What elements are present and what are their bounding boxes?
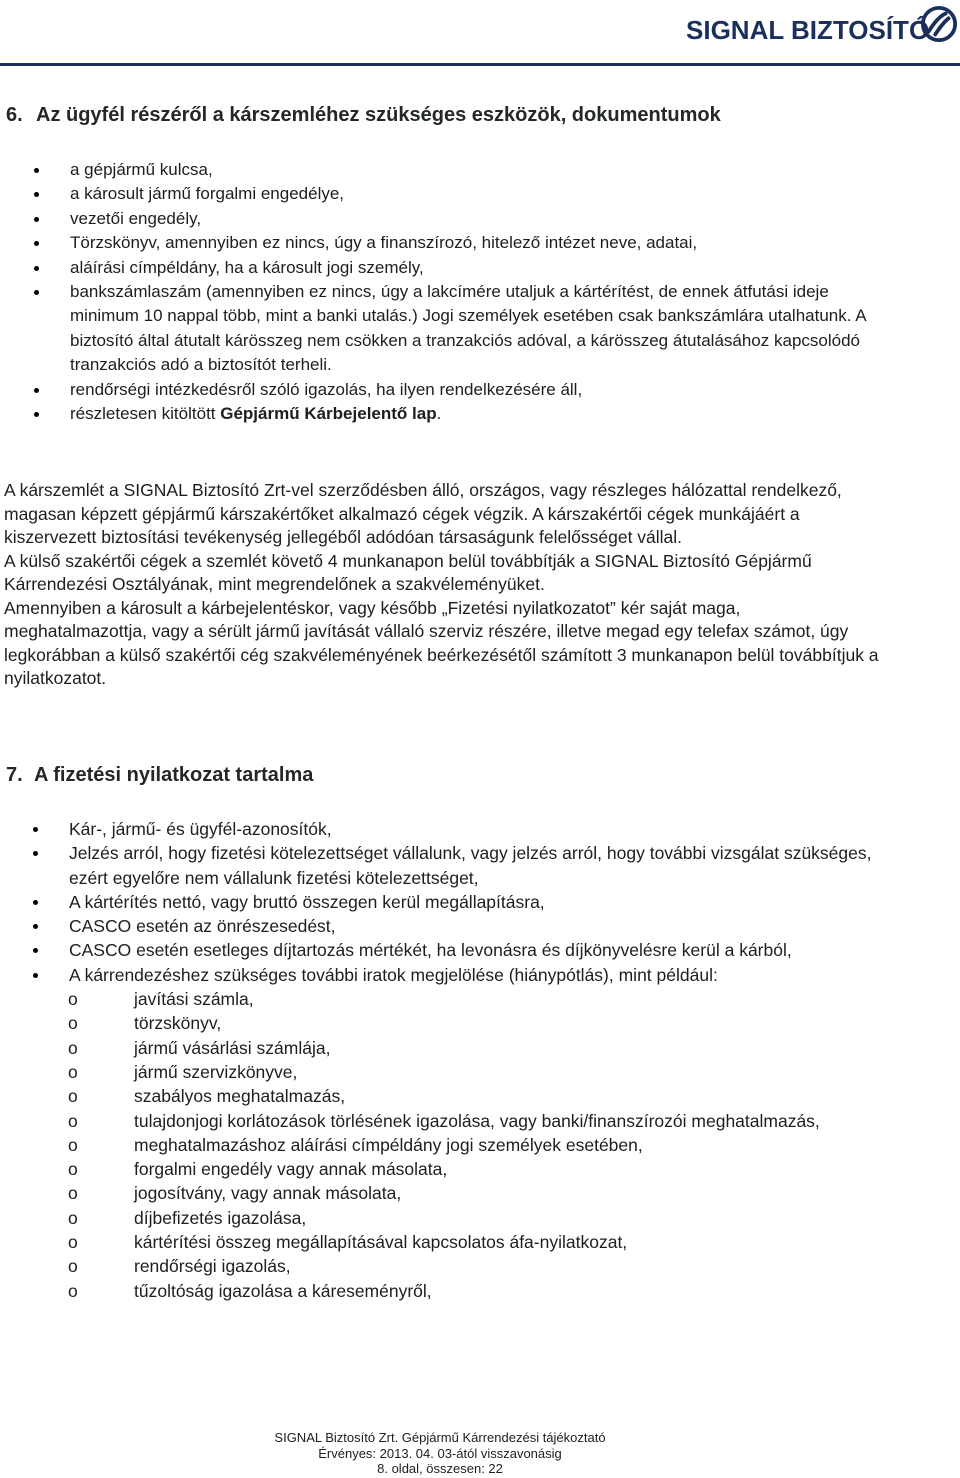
list-item: CASCO esetén az önrészesedést, (69, 914, 909, 938)
item-text: . (436, 404, 442, 424)
list-item: A kártérítés nettó, vagy bruttó összegen kerül megállapításra, (69, 890, 909, 914)
sublist-item: o jármű szervizkönyve, (134, 1060, 854, 1084)
section-number: 7. (6, 764, 23, 786)
page-header (0, 0, 960, 66)
list-item: bankszámlaszám (amennyiben ez nincs, úgy a lakcímére utaljuk a kártérítést, de ennek átfutási ideje minimum 10 nappal több, mint a banki utalás.) Jogi személyek esetében csak bankszámlára utalhatunk. A biztosító által átutalt kárösszeg nem csökken a tranzakciós adóval, a kárösszeg átutalásához kapcsolódó tranzakciós adó a biztosítót terheli. (70, 280, 890, 378)
required-documents-list (70, 158, 890, 426)
section-title: Az ügyfél részéről a kárszemléhez szükséges eszközök, dokumentumok (36, 104, 721, 126)
section-title: A fizetési nyilatkozat tartalma (34, 764, 314, 786)
paragraph: A külső szakértői cégek a szemlét követő 4 munkanapon belül továbbítják a SIGNAL Biztosító Gépjármű Kárrendezési Osztályának, mint megrendelőnek a szakvéleményüket. (4, 550, 812, 594)
sublist-item: o jármű vásárlási számlája, (134, 1036, 854, 1060)
page-footer (0, 1430, 960, 1477)
signal-swirl-logo-icon (920, 5, 958, 43)
sublist-item: o tulajdonjogi korlátozások törlésének igazolása, vagy banki/finanszírozói meghatalmazás, (134, 1109, 854, 1133)
footer-page-number: 8. oldal, összesen: 22 (377, 1461, 503, 1476)
sublist-item: o tűzoltóság igazolása a káreseményről, (134, 1279, 854, 1303)
sublist-item: o díjbefizetés igazolása, (134, 1206, 854, 1230)
sublist-item: o forgalmi engedély vagy annak másolata, (134, 1157, 854, 1181)
list-item: Jelzés arról, hogy fizetési kötelezettséget vállalunk, vagy jelzés arról, hogy további vizsgálat szükséges, ezért egyelőre nem vállalunk fizetési kötelezettséget, (69, 841, 909, 890)
header-rule (0, 63, 960, 66)
list-item: a károsult jármű forgalmi engedélye, (70, 182, 890, 206)
list-item: a gépjármű kulcsa, (70, 158, 890, 182)
list-item (69, 963, 909, 1303)
form-name: Gépjármű Kárbejelentő lap (220, 404, 437, 424)
list-item: Törzskönyv, amennyiben ez nincs, úgy a finanszírozó, hitelező intézet neve, adatai, (70, 231, 890, 255)
sublist-item: o szabályos meghatalmazás, (134, 1084, 854, 1108)
paragraph: A kárszemlét a SIGNAL Biztosító Zrt-vel szerződésben álló, országos, vagy részleges hálózattal rendelkező, magasan képzett gépjármű kárszakértőket alkalmazó cégek végzik. A kárszakértői cégek munkájáért a kiszervezett biztosítási tevékenység jellegéből adódóan társaságunk felelősséget vállal. (4, 480, 842, 547)
list-item (70, 402, 890, 426)
sublist-item: o rendőrségi igazolás, (134, 1254, 854, 1278)
list-item: vezetői engedély, (70, 207, 890, 231)
list-item: CASCO esetén esetleges díjtartozás mértékét, ha levonásra és díjkönyvelésre kerül a kárból, (69, 938, 909, 962)
list-item: aláírási címpéldány, ha a károsult jogi személy, (70, 256, 890, 280)
section-6-heading (6, 104, 721, 127)
list-item: rendőrségi intézkedésről szóló igazolás, ha ilyen rendelkezésére áll, (70, 378, 890, 402)
sublist-item: o jogosítvány, vagy annak másolata, (134, 1181, 854, 1205)
body-text (4, 479, 884, 691)
footer-validity: Érvényes: 2013. 04. 03-ától visszavonásig (318, 1445, 562, 1461)
sublist-item: o meghatalmazáshoz aláírási címpéldány jogi személyek esetében, (134, 1133, 854, 1157)
payment-statement-contents-list (69, 817, 909, 1303)
item-text: részletesen kitöltött (70, 404, 221, 424)
paragraph: Amennyiben a károsult a kárbejelentéskor, vagy később „Fizetési nyilatkozatot” kér saját maga, meghatalmazottja, vagy a sérült jármű javítását vállaló szerviz részére, illetve megad egy telefax számot, úgy legkorábban a külső szakértői cég szakvéleményének beérkezésétől számított 3 munkanapon belül továbbítjuk a nyilatkozatot. (4, 597, 879, 688)
sublist-item: o javítási számla, (134, 987, 854, 1011)
section-7-heading (6, 764, 313, 787)
brand-name: SIGNAL BIZTOSÍTÓ (686, 15, 930, 45)
section-number: 6. (6, 104, 23, 126)
footer-document-title: SIGNAL Biztosító Zrt. Gépjármű Kárrendezési tájékoztató (274, 1430, 606, 1445)
additional-documents-sublist (134, 987, 854, 1303)
sublist-item: o törzskönyv, (134, 1011, 854, 1035)
sublist-item: o kártérítési összeg megállapításával kapcsolatos áfa-nyilatkozat, (134, 1230, 854, 1254)
list-item: Kár-, jármű- és ügyfél-azonosítók, (69, 817, 909, 841)
item-text: A kárrendezéshez szükséges további iratok megjelölése (hiánypótlás), mint például: (69, 964, 718, 985)
